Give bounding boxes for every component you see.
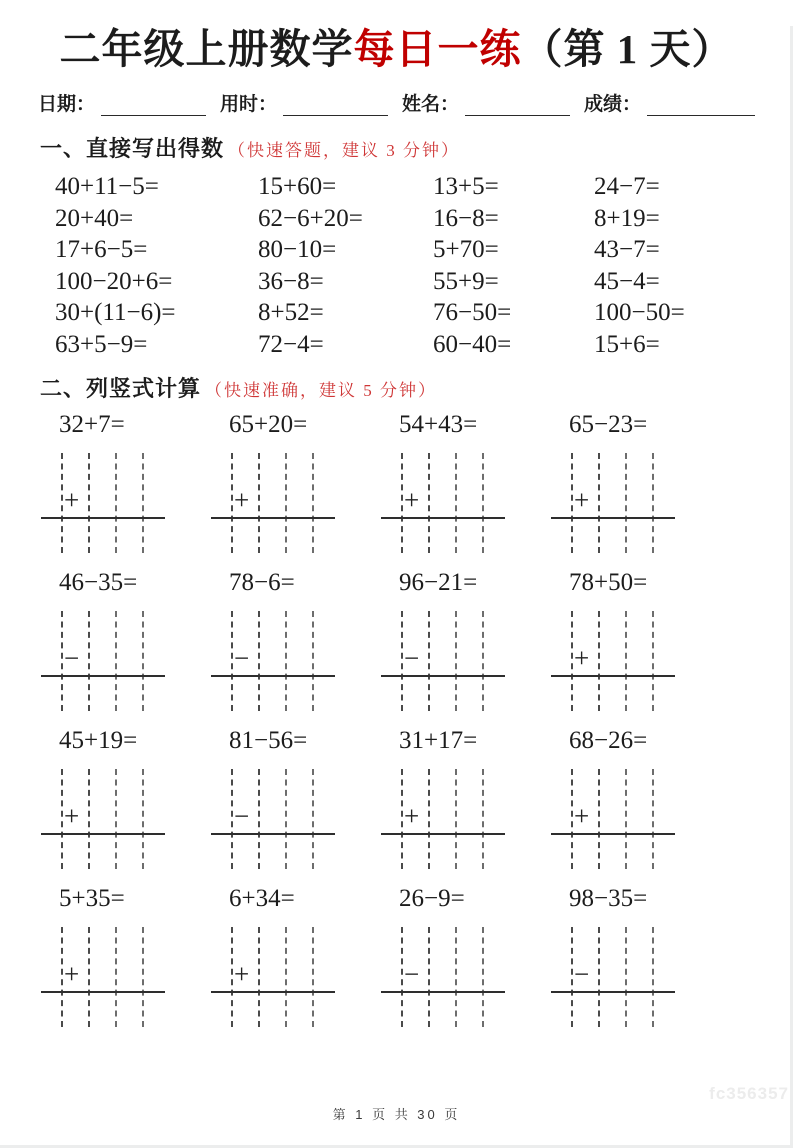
vertical-problem — [555, 727, 725, 869]
vertical-problem — [215, 411, 385, 553]
oral-problem: 60−40= — [433, 330, 512, 358]
column-calc-grid — [559, 769, 675, 869]
oral-problem: 63+5−9= — [55, 330, 148, 358]
vertical-problem-label: 68−26= — [569, 727, 648, 755]
oral-problems-grid — [55, 171, 793, 360]
sum-line — [211, 991, 335, 993]
column-guide-line — [455, 611, 457, 711]
oral-problem: 100−50= — [594, 299, 685, 327]
column-calc-grid — [49, 453, 165, 553]
column-guide-line — [61, 927, 63, 1027]
sum-line — [41, 991, 165, 993]
name-blank-line — [465, 93, 570, 116]
section1-title: 一、直接写出得数 — [40, 136, 225, 162]
oral-problem: 72−4= — [258, 330, 324, 358]
column-calc-grid — [559, 453, 675, 553]
column-guide-line — [258, 611, 260, 711]
vertical-problem-label: 98−35= — [569, 885, 648, 913]
score-blank-line — [647, 93, 755, 116]
date-blank-line — [101, 93, 206, 116]
column-guide-line — [428, 927, 430, 1027]
oral-problem: 24−7= — [594, 173, 660, 201]
vertical-problem-label: 31+17= — [399, 727, 478, 755]
vertical-problem-label: 5+35= — [59, 885, 125, 913]
column-guide-line — [455, 453, 457, 553]
worksheet-page — [0, 26, 793, 1122]
column-guide-line — [231, 453, 233, 553]
vertical-problem — [385, 411, 555, 553]
column-guide-line — [61, 769, 63, 869]
column-guide-line — [571, 453, 573, 553]
column-guide-line — [428, 769, 430, 869]
operator-sign: − — [234, 801, 250, 832]
sum-line — [381, 675, 505, 677]
oral-problem: 13+5= — [433, 173, 499, 201]
column-guide-line — [625, 769, 627, 869]
oral-problem: 55+9= — [433, 267, 499, 295]
oral-problem: 40+11−5= — [55, 173, 159, 201]
oral-problem: 16−8= — [433, 204, 499, 232]
column-calc-grid — [389, 453, 505, 553]
info-fields-row — [38, 89, 755, 116]
vertical-problem — [385, 727, 555, 869]
vertical-problem-label: 32+7= — [59, 411, 125, 439]
column-guide-line — [401, 927, 403, 1027]
section2-title: 二、列竖式计算 — [40, 376, 202, 402]
column-guide-line — [285, 611, 287, 711]
column-guide-line — [598, 453, 600, 553]
vertical-problem — [215, 727, 385, 869]
sum-line — [211, 833, 335, 835]
title-highlight: 每日一练 — [353, 26, 522, 72]
sum-line — [551, 675, 675, 677]
column-guide-line — [571, 927, 573, 1027]
column-guide-line — [142, 611, 144, 711]
column-guide-line — [455, 769, 457, 869]
section1-heading — [40, 132, 793, 163]
sum-line — [381, 517, 505, 519]
vertical-problem — [385, 569, 555, 711]
column-guide-line — [88, 453, 90, 553]
column-guide-line — [571, 611, 573, 711]
operator-sign: + — [404, 801, 420, 832]
column-guide-line — [482, 453, 484, 553]
oral-problem: 8+52= — [258, 299, 324, 327]
oral-problem: 5+70= — [433, 236, 499, 264]
column-calc-grid — [219, 453, 335, 553]
vertical-problem — [45, 569, 215, 711]
section1-hint: （快速答题，建议 3 分钟） — [228, 141, 461, 161]
vertical-problem-label: 78−6= — [229, 569, 295, 597]
column-guide-line — [455, 927, 457, 1027]
column-calc-grid — [559, 611, 675, 711]
sum-line — [551, 517, 675, 519]
operator-sign: + — [64, 485, 80, 516]
date-label: 日期： — [38, 94, 96, 116]
operator-sign: − — [404, 959, 420, 990]
column-guide-line — [312, 453, 314, 553]
column-guide-line — [482, 927, 484, 1027]
column-guide-line — [231, 611, 233, 711]
column-guide-line — [598, 769, 600, 869]
vertical-problem — [385, 885, 555, 1027]
column-guide-line — [285, 769, 287, 869]
column-guide-line — [625, 611, 627, 711]
sum-line — [381, 991, 505, 993]
score-field — [584, 89, 755, 116]
column-guide-line — [88, 927, 90, 1027]
column-guide-line — [625, 453, 627, 553]
oral-problem: 80−10= — [258, 236, 337, 264]
column-guide-line — [142, 769, 144, 869]
section2-heading — [40, 372, 793, 403]
vertical-problem-label: 6+34= — [229, 885, 295, 913]
column-calc-grid — [389, 927, 505, 1027]
vertical-problem-label: 96−21= — [399, 569, 478, 597]
sum-line — [41, 517, 165, 519]
sum-line — [551, 991, 675, 993]
vertical-problem-label: 81−56= — [229, 727, 308, 755]
operator-sign: + — [234, 959, 250, 990]
sum-line — [211, 517, 335, 519]
column-guide-line — [652, 611, 654, 711]
oral-problem: 43−7= — [594, 236, 660, 264]
column-guide-line — [61, 453, 63, 553]
section2-hint: （快速准确，建议 5 分钟） — [205, 381, 438, 401]
operator-sign: − — [64, 643, 80, 674]
column-calc-grid — [219, 927, 335, 1027]
operator-sign: − — [574, 959, 590, 990]
oral-problem: 30+(11−6)= — [55, 299, 176, 327]
oral-problem: 45−4= — [594, 267, 660, 295]
sum-line — [41, 833, 165, 835]
column-calc-grid — [219, 611, 335, 711]
vertical-problem-label: 78+50= — [569, 569, 648, 597]
vertical-problems-grid — [45, 411, 793, 1027]
oral-problem: 15+60= — [258, 173, 337, 201]
operator-sign: − — [234, 643, 250, 674]
operator-sign: + — [574, 643, 590, 674]
oral-problem: 76−50= — [433, 299, 512, 327]
column-guide-line — [428, 453, 430, 553]
column-guide-line — [401, 769, 403, 869]
column-calc-grid — [389, 611, 505, 711]
column-guide-line — [258, 769, 260, 869]
column-guide-line — [482, 611, 484, 711]
vertical-problem-label: 26−9= — [399, 885, 465, 913]
column-guide-line — [142, 927, 144, 1027]
column-guide-line — [625, 927, 627, 1027]
column-guide-line — [115, 611, 117, 711]
time-used-field — [220, 89, 388, 116]
column-guide-line — [115, 927, 117, 1027]
watermark-text: fc356357 — [709, 1084, 789, 1103]
time-used-blank-line — [283, 93, 388, 116]
operator-sign: + — [574, 801, 590, 832]
column-guide-line — [115, 453, 117, 553]
operator-sign: + — [404, 485, 420, 516]
sum-line — [551, 833, 675, 835]
sum-line — [381, 833, 505, 835]
operator-sign: − — [404, 643, 420, 674]
name-label: 姓名： — [402, 94, 460, 116]
column-guide-line — [312, 927, 314, 1027]
vertical-problem — [215, 885, 385, 1027]
column-calc-grid — [49, 927, 165, 1027]
column-guide-line — [285, 927, 287, 1027]
name-field — [402, 89, 570, 116]
column-calc-grid — [559, 927, 675, 1027]
column-guide-line — [258, 927, 260, 1027]
column-guide-line — [598, 611, 600, 711]
vertical-problem — [555, 411, 725, 553]
column-guide-line — [231, 769, 233, 869]
vertical-problem — [555, 569, 725, 711]
oral-problem: 20+40= — [55, 204, 134, 232]
column-guide-line — [652, 927, 654, 1027]
oral-problem: 8+19= — [594, 204, 660, 232]
column-guide-line — [401, 611, 403, 711]
column-calc-grid — [219, 769, 335, 869]
vertical-problem — [215, 569, 385, 711]
column-guide-line — [312, 611, 314, 711]
column-guide-line — [598, 927, 600, 1027]
oral-problem: 36−8= — [258, 267, 324, 295]
oral-problem: 100−20+6= — [55, 267, 173, 295]
column-guide-line — [285, 453, 287, 553]
column-guide-line — [61, 611, 63, 711]
column-guide-line — [258, 453, 260, 553]
vertical-problem-label: 46−35= — [59, 569, 138, 597]
operator-sign: + — [64, 801, 80, 832]
vertical-problem — [555, 885, 725, 1027]
vertical-problem-label: 65−23= — [569, 411, 648, 439]
column-guide-line — [115, 769, 117, 869]
oral-problem: 15+6= — [594, 330, 660, 358]
column-calc-grid — [49, 769, 165, 869]
column-guide-line — [652, 769, 654, 869]
column-guide-line — [482, 769, 484, 869]
column-guide-line — [428, 611, 430, 711]
oral-problem: 17+6−5= — [55, 236, 148, 264]
column-guide-line — [571, 769, 573, 869]
vertical-problem — [45, 727, 215, 869]
column-guide-line — [312, 769, 314, 869]
date-field — [38, 89, 206, 116]
vertical-problem-label: 65+20= — [229, 411, 308, 439]
column-guide-line — [231, 927, 233, 1027]
sum-line — [211, 675, 335, 677]
score-label: 成绩： — [584, 94, 642, 116]
time-used-label: 用时： — [220, 94, 278, 116]
operator-sign: + — [574, 485, 590, 516]
operator-sign: + — [64, 959, 80, 990]
vertical-problem — [45, 411, 215, 553]
vertical-problem — [45, 885, 215, 1027]
vertical-problem-label: 54+43= — [399, 411, 478, 439]
column-guide-line — [88, 769, 90, 869]
oral-problem: 62−6+20= — [258, 204, 363, 232]
title-prefix: 二年级上册数学 — [59, 26, 354, 72]
column-guide-line — [652, 453, 654, 553]
column-guide-line — [142, 453, 144, 553]
page-title — [30, 26, 763, 73]
page-number-footer: 第 1 页 共 30 页 — [332, 1107, 461, 1122]
column-guide-line — [88, 611, 90, 711]
column-calc-grid — [49, 611, 165, 711]
column-calc-grid — [389, 769, 505, 869]
vertical-problem-label: 45+19= — [59, 727, 138, 755]
operator-sign: + — [234, 485, 250, 516]
title-suffix: （第 1 天） — [521, 26, 734, 72]
sum-line — [41, 675, 165, 677]
column-guide-line — [401, 453, 403, 553]
